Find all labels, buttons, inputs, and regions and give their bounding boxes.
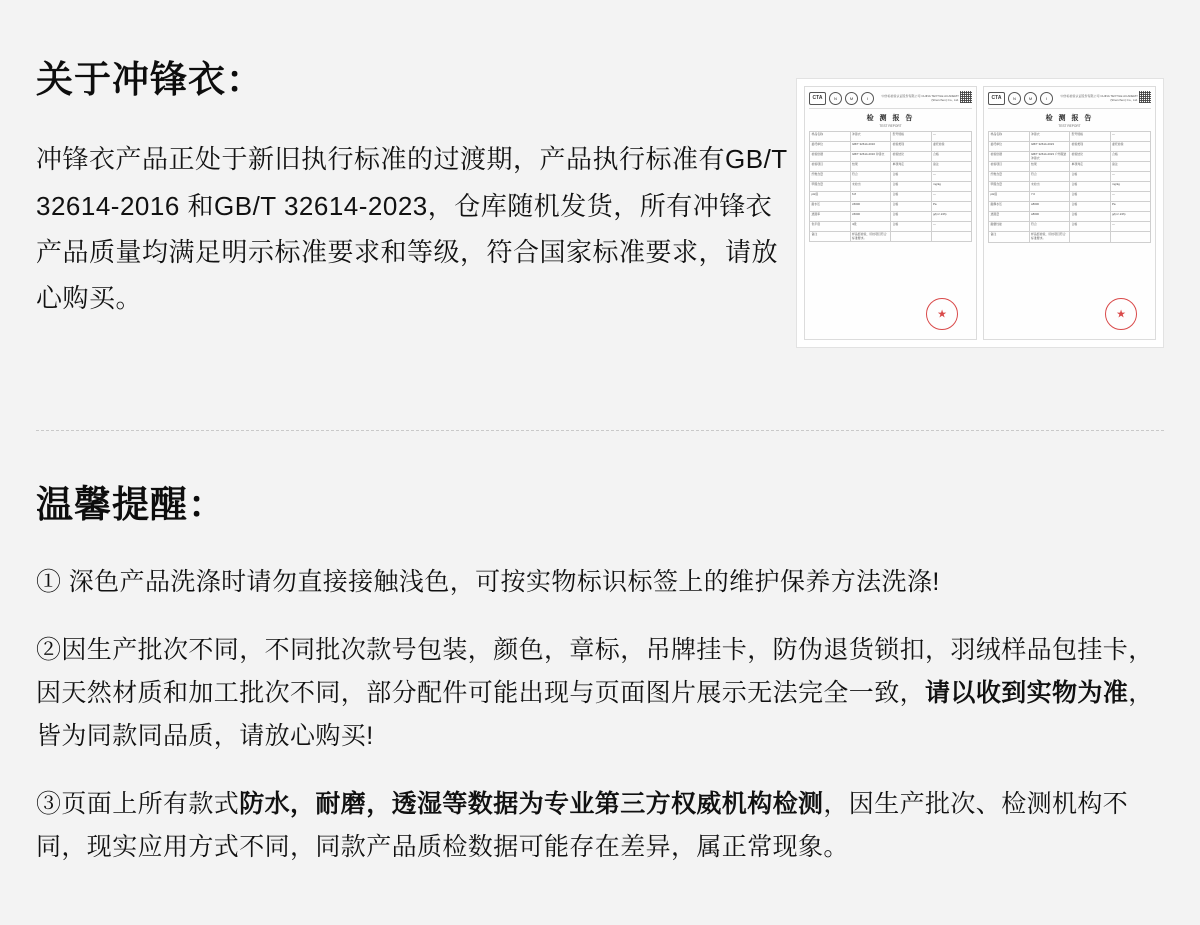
certificate-table-1 xyxy=(809,131,972,242)
certificate-table-row xyxy=(810,222,972,232)
certificate-table-cell: 检验项目 xyxy=(989,162,1030,172)
cta-logo-icon: CTA xyxy=(809,92,826,105)
certificate-subtitle-2: TEST REPORT xyxy=(1058,124,1081,128)
certificate-table-cell: ≥8000 xyxy=(1029,212,1070,222)
tip-item xyxy=(36,561,1164,604)
certificate-table-cell: 检验结论 xyxy=(891,152,932,162)
certificate-table-cell: 样品经检验，所检项目符合标准要求。 xyxy=(850,232,891,242)
certificate-table-cell: 耐磨性能 xyxy=(989,222,1030,232)
certificate-table-cell: 检验依据 xyxy=(989,152,1030,162)
tips-heading: 温馨提醒： xyxy=(36,484,226,525)
certificate-table-cell: 委托检验 xyxy=(931,142,972,152)
certificate-header-note-2: 中纺标检验认证股份有限公司 CHINA TEXTILE ACADEMY (Shenzhen) Co., Ltd. xyxy=(1060,93,1138,102)
cma-logo-icon: M xyxy=(1024,92,1037,105)
certificate-table-row xyxy=(989,232,1151,242)
certificate-table-row xyxy=(810,212,972,222)
official-seal-icon xyxy=(926,298,958,330)
certificate-table-cell: 样品名称 xyxy=(810,132,851,142)
certificate-table-cell: 结果 xyxy=(1029,162,1070,172)
certificate-table-cell: 合格 xyxy=(891,202,932,212)
certificate-table-cell: 合格 xyxy=(1070,192,1111,202)
certificate-table-cell: — xyxy=(931,172,972,182)
certificate-table-cell: 合格 xyxy=(1070,222,1111,232)
certificate-table-cell: g/(m²·24h) xyxy=(1110,212,1151,222)
certificate-table-cell: 结果 xyxy=(850,162,891,172)
certificate-table-cell: 色牢度 xyxy=(810,222,851,232)
certificate-table-cell: — xyxy=(1110,222,1151,232)
certificate-logo-row xyxy=(988,90,1151,109)
cnas-logo-icon: N xyxy=(829,92,842,105)
certificate-table-cell: 合格 xyxy=(891,182,932,192)
certificate-table-cell: 样品经检验，所检项目符合标准要求。 xyxy=(1029,232,1070,242)
certificate-logo-row xyxy=(809,90,972,109)
certificate-table-row xyxy=(810,192,972,202)
certificate-table-cell: 未检出 xyxy=(850,182,891,192)
certificate-subtitle-1: TEST REPORT xyxy=(879,124,902,128)
certificate-table-cell: — xyxy=(1110,192,1151,202)
tip-text: ，皆为同款同品质，请放心购买! xyxy=(36,679,1154,751)
certificate-table-cell: mg/kg xyxy=(1110,182,1151,192)
certificate-table-row xyxy=(989,142,1151,152)
certificate-table-cell: 检验结论 xyxy=(1070,152,1111,162)
certificate-table-cell: GB/T 32614-2023 xyxy=(1029,142,1070,152)
cma-logo-icon: M xyxy=(845,92,858,105)
certificate-table-row xyxy=(810,172,972,182)
certificate-table-cell: 甲醛含量 xyxy=(810,182,851,192)
tips-section xyxy=(36,431,1164,869)
qr-code-icon xyxy=(960,91,972,103)
certificate-table-cell: — xyxy=(1110,132,1151,142)
certificate-header-note-1: 中纺标检验认证股份有限公司 CHINA TEXTILE ACADEMY (Shenzhen) Co., Ltd. xyxy=(881,93,959,102)
certificate-table-cell: 单项判定 xyxy=(1070,162,1111,172)
certificate-table-cell: 符合 xyxy=(1029,222,1070,232)
certificate-table-cell: 检验依据 xyxy=(810,152,851,162)
certificate-table-cell: pH值 xyxy=(989,192,1030,202)
certificate-table-cell: Pa xyxy=(1110,202,1151,212)
about-section xyxy=(36,0,1164,388)
certificate-table-cell: 检验项目 xyxy=(810,162,851,172)
certificate-table-row xyxy=(810,202,972,212)
certificate-table-row xyxy=(810,232,972,242)
certificate-table-row xyxy=(810,162,972,172)
certificate-table-cell: 检验类别 xyxy=(1070,142,1111,152)
certificate-table-row xyxy=(989,182,1151,192)
certificate-table-cell: 委托单位 xyxy=(989,142,1030,152)
certificate-table-row xyxy=(810,132,972,142)
tips-list xyxy=(36,561,1164,869)
certificate-table-cell: 纤维含量 xyxy=(810,172,851,182)
certificate-table-cell: 符合 xyxy=(850,172,891,182)
certificate-table-cell: 合格 xyxy=(1110,152,1151,162)
ilac-logo-icon: I xyxy=(861,92,874,105)
certificate-table-cell: 冲锋衣 xyxy=(1029,132,1070,142)
certificate-table-cell: 备注 xyxy=(989,232,1030,242)
certificate-table-cell: Pa xyxy=(931,202,972,212)
certificate-table-cell: 委托单位 xyxy=(810,142,851,152)
certificate-images[interactable] xyxy=(796,78,1164,348)
ilac-logo-icon: I xyxy=(1040,92,1053,105)
certificate-table-cell: 6.8 xyxy=(850,192,891,202)
tip-emphasis: 请以收到实物为准 xyxy=(925,679,1129,708)
certificate-title-1: 检 测 报 告 xyxy=(866,115,915,122)
certificate-table-row xyxy=(810,152,972,162)
tip-text: ②因生产批次不同，不同批次款号包装，颜色，章标，吊牌挂卡，防伪退货锁扣，羽绒样品包挂卡，因天然材质和加工批次不同，部分配件可能出现与页面图片展示无法完全一致， xyxy=(36,636,1154,708)
certificate-table-cell: — xyxy=(931,132,972,142)
certificate-table-row xyxy=(989,192,1151,202)
certificate-table-cell: GB/T 32614-2016 xyxy=(850,142,891,152)
certificate-table-cell: ≥8000 xyxy=(1029,202,1070,212)
certificate-table-cell: 甲醛含量 xyxy=(989,182,1030,192)
certificate-table-cell: 合格 xyxy=(1070,182,1111,192)
certificate-table-cell: g/(m²·24h) xyxy=(931,212,972,222)
certificate-table-cell: 备注 xyxy=(931,162,972,172)
certificate-table-cell: 样品名称 xyxy=(989,132,1030,142)
certificate-table-cell: — xyxy=(931,222,972,232)
certificate-table-cell: 7.0 xyxy=(1029,192,1070,202)
certificate-table-cell xyxy=(1070,232,1111,242)
certificate-table-cell: 合格 xyxy=(1070,212,1111,222)
certificate-table-cell: ≥5000 xyxy=(850,212,891,222)
certificate-table-cell: 透湿率 xyxy=(810,212,851,222)
tip-text: ，因生产批次、检测机构不同，现实应用方式不同，同款产品质检数据可能存在差异，属正常现象。 xyxy=(36,790,1129,862)
certificate-table-cell: 合格 xyxy=(1070,172,1111,182)
certificate-table-cell: 型号规格 xyxy=(891,132,932,142)
certificate-table-cell: 委托检验 xyxy=(1110,142,1151,152)
certificate-table-cell: 备注 xyxy=(810,232,851,242)
tip-item xyxy=(36,783,1164,869)
official-seal-icon xyxy=(1105,298,1137,330)
certificate-table-row xyxy=(989,222,1151,232)
tip-text: ① 深色产品洗涤时请勿直接接触浅色，可按实物标识标签上的维护保养方法洗涤! xyxy=(36,568,940,597)
certificate-title-2: 检 测 报 告 xyxy=(1045,115,1094,122)
certificate-table-row xyxy=(989,212,1151,222)
certificate-table-cell: GB/T 32614-2016 冲锋衣 xyxy=(850,152,891,162)
certificate-report-2[interactable] xyxy=(983,86,1156,340)
certificate-table-row xyxy=(989,152,1151,162)
certificate-table-cell: 合格 xyxy=(931,152,972,162)
certificate-table-cell: 检验类别 xyxy=(891,142,932,152)
certificate-table-cell: 4级 xyxy=(850,222,891,232)
certificate-table-cell: 合格 xyxy=(891,222,932,232)
certificate-table-cell: 耐水压 xyxy=(810,202,851,212)
about-body-text: 冲锋衣产品正处于新旧执行标准的过渡期，产品执行标准有GB/T 32614-2016 和GB/T 32614-2023，仓库随机发货，所有冲锋衣产品质量均满足明示标准要求和等级，符合国家标准要求，请放心购买。 xyxy=(36,144,788,314)
certificate-table-row xyxy=(989,162,1151,172)
certificate-table-cell: 合格 xyxy=(1070,202,1111,212)
certificate-table-cell: ≥5000 xyxy=(850,202,891,212)
certificate-table-cell: GB/T 32614-2023 户外服装 冲锋衣 xyxy=(1029,152,1070,162)
certificate-table-cell: 未检出 xyxy=(1029,182,1070,192)
certificate-table-row xyxy=(989,172,1151,182)
certificate-table-cell: 合格 xyxy=(891,212,932,222)
certificate-table-cell: 透湿量 xyxy=(989,212,1030,222)
certificate-table-row xyxy=(810,182,972,192)
tip-item xyxy=(36,629,1164,758)
certificate-table-cell xyxy=(931,232,972,242)
certificate-table-cell: 合格 xyxy=(891,172,932,182)
certificate-table-cell: mg/kg xyxy=(931,182,972,192)
certificate-table-cell: 冲锋衣 xyxy=(850,132,891,142)
cta-logo-icon: CTA xyxy=(988,92,1005,105)
certificate-table-row xyxy=(989,132,1151,142)
certificate-table-cell: 耐静水压 xyxy=(989,202,1030,212)
certificate-table-row xyxy=(989,202,1151,212)
certificate-table-cell: 合格 xyxy=(891,192,932,202)
certificate-table-row xyxy=(810,142,972,152)
certificate-table-cell: 型号规格 xyxy=(1070,132,1111,142)
certificate-table-cell: 纤维含量 xyxy=(989,172,1030,182)
cnas-logo-icon: N xyxy=(1008,92,1021,105)
certificate-table-cell: — xyxy=(931,192,972,202)
tip-emphasis: 防水，耐磨，透湿等数据为专业第三方权威机构检测 xyxy=(239,790,824,819)
about-heading: 关于冲锋衣： xyxy=(36,59,264,100)
certificate-table-2 xyxy=(988,131,1151,243)
tip-text: ③页面上所有款式 xyxy=(36,790,240,819)
qr-code-icon xyxy=(1139,91,1151,103)
certificate-table-cell xyxy=(891,232,932,242)
certificate-table-cell: pH值 xyxy=(810,192,851,202)
certificate-table-cell: 符合 xyxy=(1029,172,1070,182)
certificate-table-cell: 单项判定 xyxy=(891,162,932,172)
certificate-table-cell: — xyxy=(1110,172,1151,182)
certificate-table-cell xyxy=(1110,232,1151,242)
certificate-report-1[interactable] xyxy=(804,86,977,340)
certificate-table-cell: 备注 xyxy=(1110,162,1151,172)
